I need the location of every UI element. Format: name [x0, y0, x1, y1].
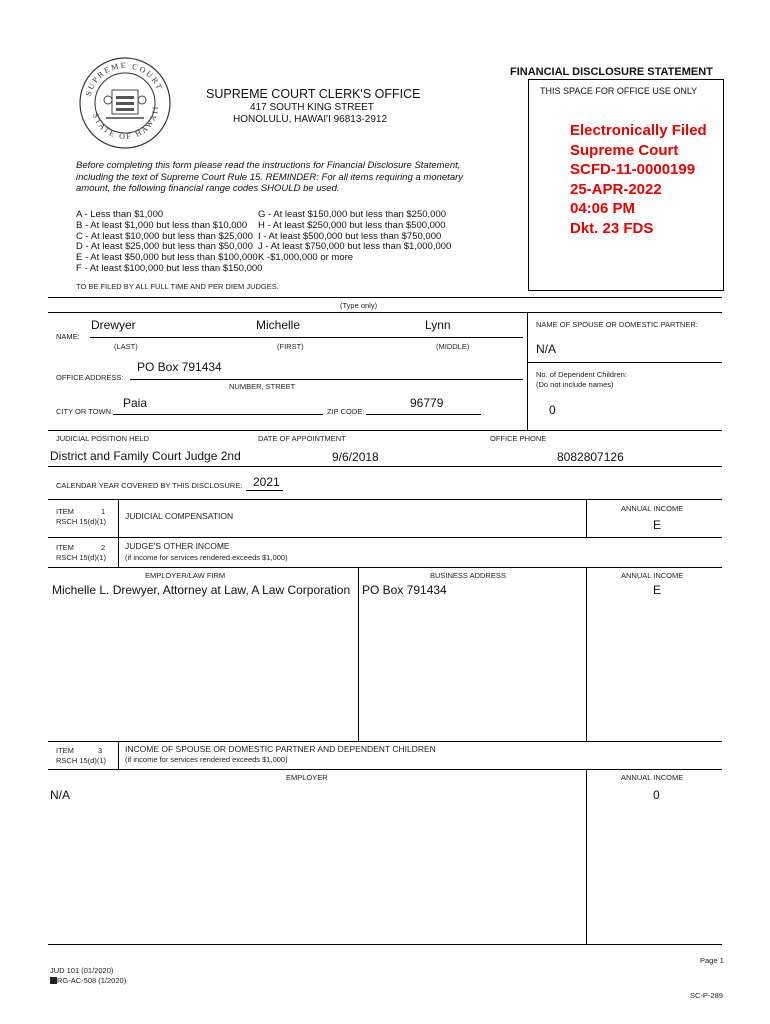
financial-codes-right: [258, 210, 451, 264]
office-phone-value: 8082807126: [557, 450, 624, 464]
code-item: H - At least $250,000 but less than $500,000: [258, 219, 446, 231]
item1-rule: RSCH 15(d)(1): [56, 517, 107, 526]
spouse-value: N/A: [536, 342, 557, 356]
stamp-line: 04:06 PM: [570, 200, 636, 217]
form-title: FINANCIAL DISCLOSURE STATEMENT: [510, 66, 713, 78]
filed-note: TO BE FILED BY ALL FULL TIME AND PER DIEM JUDGES.: [76, 282, 279, 291]
zip-value: 96779: [410, 396, 444, 410]
item3-income-label: ANNUAL INCOME: [621, 773, 684, 782]
type-only-label: (Type only): [340, 301, 378, 310]
code-item: F - At least $100,000 but less than $150,000: [76, 262, 263, 274]
appointment-date-label: DATE OF APPOINTMENT: [258, 434, 346, 443]
electronic-filing-stamp: [570, 121, 707, 238]
zip-label: ZIP CODE:: [327, 407, 365, 416]
code-item: B - At least $1,000 but less than $10,000: [76, 219, 248, 231]
stamp-line: SCFD-11-0000199: [570, 161, 696, 178]
name-middle: Lynn: [425, 318, 451, 332]
page-number: Page 1: [700, 956, 724, 965]
item2-employer-label: EMPLOYER/LAW FIRM: [145, 571, 226, 580]
stamp-line: Dkt. 23 FDS: [570, 219, 654, 237]
form-id-2: [50, 976, 126, 985]
code-item: E - At least $50,000 but less than $100,000: [76, 252, 258, 264]
item3-rule: RSCH 15(d)(1): [56, 756, 107, 765]
office-address-value: PO Box 791434: [137, 360, 222, 374]
svg-text:STATE OF HAWAII: STATE OF HAWAII: [91, 104, 161, 142]
last-caption: (LAST): [114, 342, 138, 351]
position-label: JUDICIAL POSITION HELD: [56, 434, 150, 443]
dependents-value: 0: [549, 403, 556, 417]
city-value: Paia: [123, 396, 148, 410]
city-label: CITY OR TOWN:: [56, 407, 114, 416]
code-item: C - At least $10,000 but less than $25,000: [76, 230, 253, 242]
code-item: A - Less than $1,000: [76, 209, 164, 220]
instructions: [76, 160, 463, 195]
item2-income-value: E: [653, 583, 662, 597]
item3-employer-label: EMPLOYER: [286, 773, 328, 782]
dependents-label: [536, 370, 627, 390]
office-use-label: THIS SPACE FOR OFFICE USE ONLY: [540, 86, 698, 96]
office-name: SUPREME COURT CLERK'S OFFICE: [206, 87, 421, 101]
appointment-date-value: 9/6/2018: [332, 450, 379, 464]
number-street-caption: NUMBER, STREET: [229, 382, 296, 391]
item1-title: JUDICIAL COMPENSATION: [125, 511, 234, 521]
office-address-label: OFFICE ADDRESS:: [56, 373, 124, 382]
form-code: SC-P-289: [690, 991, 723, 1000]
form-id: JUD 101 (01/2020): [50, 966, 114, 975]
item2-rule: RSCH 15(d)(1): [56, 553, 107, 562]
item1-label: ITEM: [56, 507, 74, 516]
dependents-label-line: (Do not include names): [536, 380, 614, 389]
item2-address-value: PO Box 791434: [362, 583, 447, 597]
code-item: G - At least $150,000 but less than $250,000: [258, 209, 447, 220]
middle-caption: (MIDDLE): [436, 342, 470, 351]
code-item: I - At least $500,000 but less than $750,000: [258, 230, 442, 242]
instructions-line: Before completing this form please read the instructions for Financial Disclosure Statement,: [76, 160, 461, 171]
barcode-icon: [50, 977, 57, 984]
first-caption: (FIRST): [277, 342, 304, 351]
item3-title: INCOME OF SPOUSE OR DOMESTIC PARTNER AND DEPENDENT CHILDREN: [125, 744, 436, 754]
item2-subtitle: (if income for services rendered exceeds $1,000): [125, 553, 288, 562]
item3-subtitle: (if income for services rendered exceeds $1,000): [125, 755, 288, 764]
item1-income-value: E: [653, 518, 662, 532]
item2-address-label: BUSINESS ADDRESS: [430, 571, 506, 580]
spouse-label: NAME OF SPOUSE OR DOMESTIC PARTNER:: [536, 320, 698, 329]
code-item: J - At least $750,000 but less than $1,000,000: [258, 241, 452, 253]
name-first: Michelle: [256, 318, 301, 332]
item2-income-label: ANNUAL INCOME: [621, 571, 684, 580]
dependents-label-line: No. of Dependent Children:: [536, 370, 627, 379]
item2-title: JUDGE'S OTHER INCOME: [125, 541, 230, 551]
form-id-2-text: RG-AC-508 (1/2020): [57, 976, 127, 985]
calendar-year-label: CALENDAR YEAR COVERED BY THIS DISCLOSURE:: [56, 481, 243, 490]
name-label: NAME:: [56, 332, 80, 341]
code-item: K -$1,000,000 or more: [258, 252, 354, 264]
name-last: Drewyer: [91, 318, 136, 332]
financial-codes-left: [76, 210, 262, 275]
stamp-line: 25-APR-2022: [570, 180, 662, 198]
item3-number: 3: [98, 746, 103, 755]
item1-income-label: ANNUAL INCOME: [621, 504, 684, 513]
calendar-year-value: 2021: [253, 475, 280, 489]
code-item: D - At least $25,000 but less than $50,000: [76, 241, 253, 253]
office-phone-label: OFFICE PHONE: [490, 434, 547, 443]
position-value: District and Family Court Judge 2nd: [50, 449, 241, 463]
instructions-line: amount, the following financial range codes SHOULD be used.: [76, 183, 340, 194]
item3-employer-value: N/A: [50, 788, 71, 802]
office-address-line2: HONOLULU, HAWAI'I 96813-2912: [233, 114, 388, 125]
stamp-line: Electronically Filed: [570, 122, 707, 139]
instructions-line: including the text of Supreme Court Rule 15. REMINDER: For all items requiring a monetary: [76, 171, 464, 183]
item3-label: ITEM: [56, 746, 74, 755]
item3-income-value: 0: [653, 788, 660, 802]
item2-employer-value: Michelle L. Drewyer, Attorney at Law, A Law Corporation: [52, 583, 351, 597]
item1-number: 1: [101, 507, 106, 516]
svg-text:SUPREME COURT: SUPREME COURT: [83, 60, 165, 97]
stamp-line: Supreme Court: [570, 141, 679, 159]
office-address-line1: 417 SOUTH KING STREET: [250, 102, 374, 113]
supreme-court-seal: [78, 56, 172, 150]
item2-number: 2: [101, 543, 106, 552]
item2-label: ITEM: [56, 543, 74, 552]
